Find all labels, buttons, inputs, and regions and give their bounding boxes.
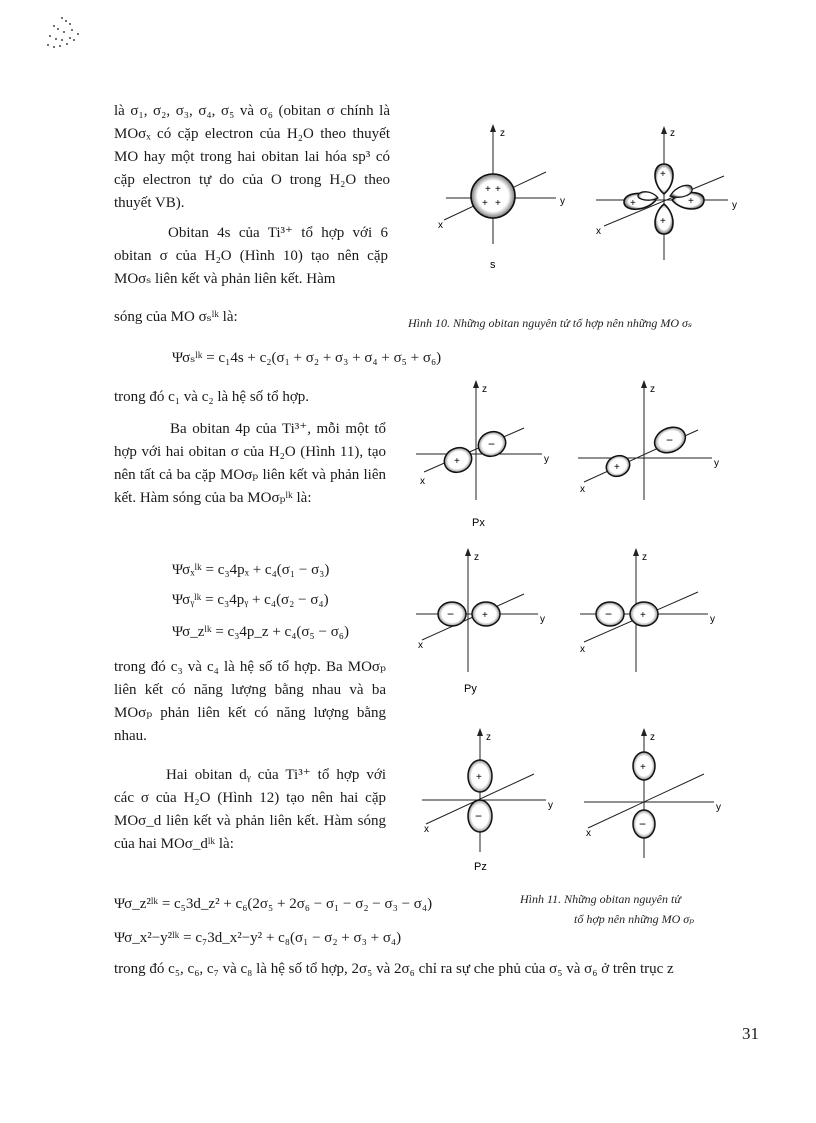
s-orbital-diagram xyxy=(438,124,565,271)
paragraph-2-end: sóng của MO σₛˡᵏ là: xyxy=(114,309,238,325)
paragraph-4-text: Ba obitan 4p của Ti³⁺, mỗi một tổ hợp với hai obitan σ của H₂O (Hình 11), tạo nên tất cả ba cặp MOσₚ liên kết và phản liên kết. Hàm sóng của ba MOσₚˡᵏ là: xyxy=(114,421,386,506)
s-label: s xyxy=(490,259,496,271)
py-label: Py xyxy=(464,683,477,695)
svg-text:+: + xyxy=(482,610,488,621)
svg-text:x: x xyxy=(586,828,591,839)
equation-sigma-dz2: Ψσ_z²ˡᵏ = c₅3d_z² + c₆(2σ₅ + 2σ₆ − σ₁ − σ₂ − σ₃ − σ₄) xyxy=(114,896,433,912)
svg-text:y: y xyxy=(540,614,545,625)
equation-sigma-py: Ψσᵧˡᵏ = c₃4pᵧ + c₄(σ₂ − σ₄) xyxy=(172,592,329,608)
figure-11-caption-line-1: Hình 11. Những obitan nguyên tử xyxy=(520,892,681,906)
svg-text:+: + xyxy=(630,198,636,209)
py-diagram-right xyxy=(580,548,715,672)
pz-diagram-right xyxy=(584,728,721,858)
paragraph-6-text: Hai obitan dᵧ của Ti³⁺ tổ hợp với các σ của H₂O (Hình 12) tạo nên hai cặp MOσ_d liên kết và phản liên kết. Hàm sóng của hai MOσ_dˡᵏ là: xyxy=(114,767,386,852)
figure-11 xyxy=(408,376,748,876)
svg-text:−: − xyxy=(488,437,496,451)
svg-text:+: + xyxy=(688,196,694,207)
svg-text:+: + xyxy=(660,169,666,180)
px-label: Px xyxy=(472,517,485,529)
svg-text:x: x xyxy=(580,644,585,655)
pz-label: Pz xyxy=(474,861,487,873)
final-line: trong đó c₅, c₆, c₇ và c₈ là hệ số tổ hợp, 2σ₅ và 2σ₆ chỉ ra sự che phủ của σ₅ và σ₆ ở trên trục z xyxy=(114,961,674,977)
svg-text:−: − xyxy=(639,817,647,831)
paragraph-2 xyxy=(114,222,388,291)
svg-text:+: + xyxy=(660,216,666,227)
svg-text:z: z xyxy=(482,384,487,395)
paragraph-2-text: Obitan 4s của Ti³⁺ tổ hợp với 6 obitan σ của H₂O (Hình 10) tạo nên cặp MOσₛ liên kết và phản liên kết. Hàm xyxy=(114,225,388,287)
svg-text:x: x xyxy=(596,226,601,237)
svg-text:+: + xyxy=(614,462,620,473)
page-number: 31 xyxy=(742,1024,759,1043)
svg-text:y: y xyxy=(544,454,549,465)
equation-sigma-pz: Ψσ_zˡᵏ = c₃4p_z + c₄(σ₅ − σ₆) xyxy=(172,624,350,640)
svg-text:x: x xyxy=(580,484,585,495)
svg-text:x: x xyxy=(424,824,429,835)
svg-text:+: + xyxy=(640,610,646,621)
svg-text:x: x xyxy=(438,220,443,231)
corner-stamp xyxy=(40,12,88,52)
svg-text:z: z xyxy=(670,128,675,139)
equation-sigma-px: Ψσₓˡᵏ = c₃4pₓ + c₄(σ₁ − σ₃) xyxy=(172,562,330,578)
figure-10-caption: Hình 10. Những obitan nguyên tử tổ hợp nên những MO σₛ xyxy=(408,316,692,330)
figure-10 xyxy=(424,120,764,280)
svg-text:+: + xyxy=(476,772,482,783)
py-diagram-left xyxy=(416,548,545,695)
px-diagram-right xyxy=(578,380,719,500)
svg-text:+: + xyxy=(495,184,501,195)
svg-text:+: + xyxy=(485,184,491,195)
paragraph-5 xyxy=(114,656,386,748)
svg-text:z: z xyxy=(474,552,479,563)
paragraph-1 xyxy=(114,100,390,215)
px-diagram-left xyxy=(416,380,549,529)
svg-text:−: − xyxy=(666,433,674,447)
svg-text:z: z xyxy=(486,732,491,743)
figure-11-caption-line-2: tổ hợp nên những MO σₚ xyxy=(574,912,694,926)
svg-text:y: y xyxy=(716,802,721,813)
svg-text:−: − xyxy=(475,809,483,823)
svg-text:y: y xyxy=(710,614,715,625)
paragraph-6 xyxy=(114,764,386,856)
svg-text:−: − xyxy=(447,607,455,621)
svg-text:z: z xyxy=(642,552,647,563)
svg-text:+: + xyxy=(495,198,501,209)
svg-text:+: + xyxy=(482,198,488,209)
equation-sigma-s: Ψσₛˡᵏ = c₁4s + c₂(σ₁ + σ₂ + σ₃ + σ₄ + σ₅ + σ₆) xyxy=(172,350,442,366)
svg-text:y: y xyxy=(714,458,719,469)
svg-text:z: z xyxy=(500,128,505,139)
paragraph-4 xyxy=(114,418,386,510)
svg-text:−: − xyxy=(605,607,613,621)
svg-text:y: y xyxy=(548,800,553,811)
svg-text:+: + xyxy=(454,456,460,467)
svg-text:y: y xyxy=(560,196,565,207)
paragraph-1-text: là σ₁, σ₂, σ₃, σ₄, σ₅ và σ₆ (obitan σ chính là MOσₓ có cặp electron của H₂O theo thuyết MO hay một trong hai obitan lai hóa sp³ có cặp electron tự do của O trong H₂O theo thuyết VB). xyxy=(114,103,390,211)
pz-diagram-left xyxy=(422,728,553,873)
svg-text:z: z xyxy=(650,732,655,743)
sigma-orbitals-diagram xyxy=(596,126,737,260)
svg-text:x: x xyxy=(418,640,423,651)
svg-text:x: x xyxy=(420,476,425,487)
svg-text:y: y xyxy=(732,200,737,211)
svg-text:+: + xyxy=(640,762,646,773)
paragraph-3: trong đó c₁ và c₂ là hệ số tổ hợp. xyxy=(114,389,310,405)
equation-sigma-dx2y2: Ψσ_x²−y²ˡᵏ = c₇3d_x²−y² + c₈(σ₁ − σ₂ + σ₃ + σ₄) xyxy=(114,930,402,946)
svg-text:z: z xyxy=(650,384,655,395)
paragraph-5-text: trong đó c₃ và c₄ là hệ số tổ hợp. Ba MOσₚ liên kết có năng lượng bằng nhau và ba MOσₚ phản liên kết có năng lượng bằng nhau. xyxy=(114,659,386,744)
